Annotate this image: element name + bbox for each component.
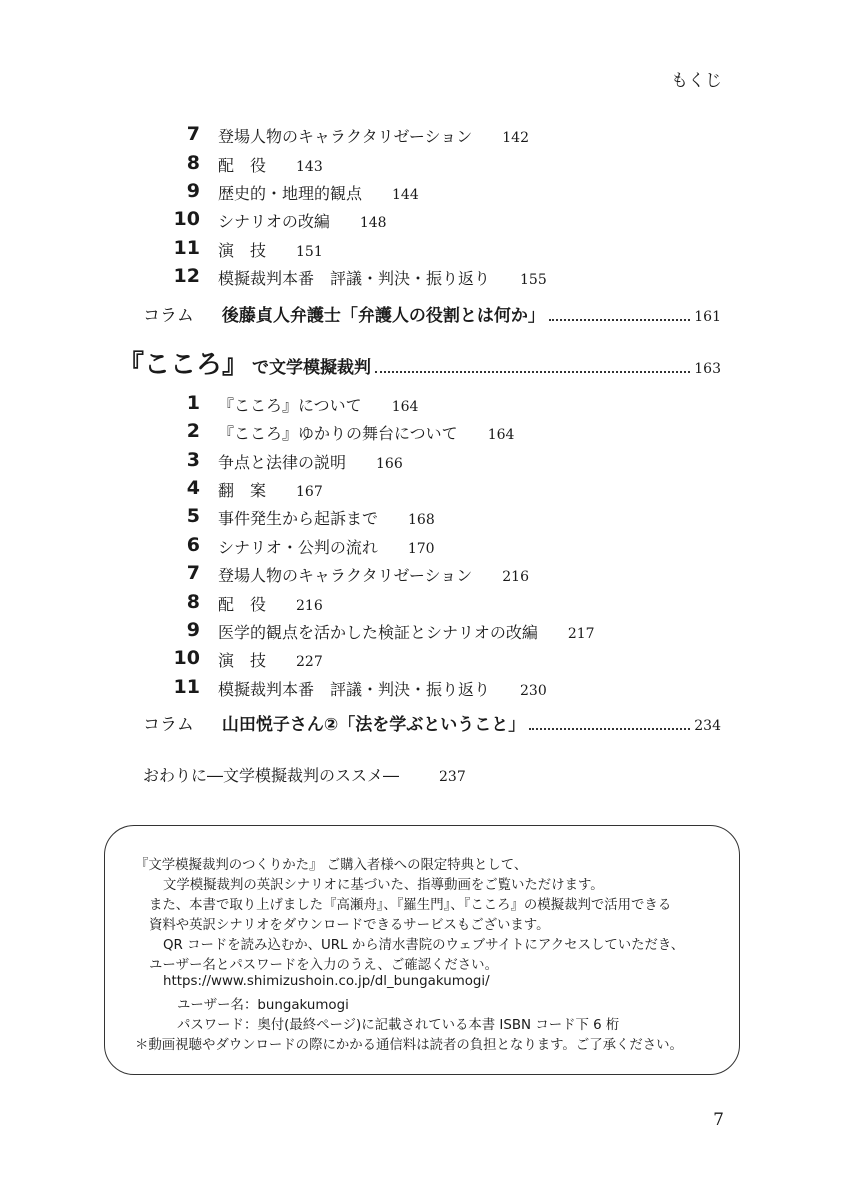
toc-entry-number: 10: [173, 647, 200, 669]
toc-entry-page: 164: [487, 427, 515, 443]
page-number: 7: [713, 1110, 724, 1130]
toc-entry-page: 216: [502, 569, 529, 585]
toc-entry-number: 5: [186, 505, 200, 527]
toc-entry-page: 216: [296, 598, 323, 614]
toc-entry-page: 155: [520, 272, 547, 288]
part-title-main: 『こころ』: [118, 350, 249, 380]
column-title: 山田悦子さん②「法を学ぶということ」: [221, 715, 526, 735]
bonus-notice-box: [104, 825, 740, 1075]
column-page: 161: [694, 309, 721, 325]
toc-entry-title: 翻 案 167: [218, 481, 323, 500]
toc-entry-title: 登場人物のキャラクタリゼーション 142: [218, 127, 529, 146]
notice-line: また、本書で取り上げました『高瀬舟』、『羅生門』、『こころ』の模擬裁判で活用できる: [149, 898, 672, 913]
leader-dots: [549, 319, 690, 321]
toc-entry-number: 4: [186, 477, 200, 499]
toc-entry-number: 7: [186, 562, 200, 584]
notice-username: ユーザー名：bungakumogi: [177, 998, 349, 1013]
toc-entry-page: 217: [567, 626, 595, 642]
toc-entry-number: 9: [186, 619, 200, 641]
toc-part-heading[interactable]: [118, 344, 721, 381]
toc-entry-number: 11: [173, 676, 200, 698]
toc-entry-title: 争点と法律の説明 166: [218, 453, 403, 472]
toc-entry-page: 151: [296, 244, 323, 260]
toc-entry-page: 166: [376, 456, 403, 472]
toc-entry-title: 模擬裁判本番 評議・判決・振り返り 155: [218, 269, 547, 288]
column-title: 後藤貞人弁護士「弁護人の役割とは何か」: [221, 306, 545, 326]
toc-entry-title: 医学的観点を活かした検証とシナリオの改編 217: [218, 623, 595, 642]
notice-line: ユーザー名とパスワードを入力のうえ、ご確認ください。: [149, 958, 498, 973]
toc-entry-title: 配 役 143: [218, 156, 323, 175]
toc-entry-number: 7: [186, 123, 200, 145]
toc-column-entry[interactable]: [143, 710, 721, 735]
toc-entry-page: 142: [502, 130, 529, 146]
toc-entry-title: 『こころ』について 164: [218, 396, 419, 415]
toc-entry-number: 11: [173, 237, 200, 259]
closing-page: 237: [439, 769, 466, 785]
running-header: もくじ: [671, 71, 722, 91]
toc-entry-number: 8: [186, 591, 200, 613]
toc-entry-title: 演 技 227: [218, 651, 323, 670]
toc-entry-number: 9: [186, 180, 200, 202]
column-label: コラム: [143, 715, 194, 735]
part-title-rest: で文学模擬裁判: [252, 358, 372, 378]
toc-entry-number: 3: [186, 449, 200, 471]
notice-line: QR コードを読み込むか、URL から清水書院のウェブサイトにアクセスしていただき、: [163, 938, 685, 953]
toc-entry-title: 模擬裁判本番 評議・判決・振り返り 230: [218, 680, 547, 699]
toc-entry-title: 事件発生から起訴まで 168: [218, 509, 435, 528]
toc-entry-number: 12: [173, 265, 200, 287]
notice-line: 『文学模擬裁判のつくりかた』 ご購入者様への限定特典として、: [135, 858, 528, 873]
column-page: 234: [694, 718, 721, 734]
toc-entry-page: 143: [296, 159, 323, 175]
toc-entry-page: 167: [296, 484, 323, 500]
toc-entry-title: シナリオ・公判の流れ 170: [218, 538, 435, 557]
toc-entry-number: 1: [186, 392, 200, 414]
toc-entry-number: 8: [186, 152, 200, 174]
toc-entry-page: 230: [520, 683, 547, 699]
toc-entry-title: 演 技 151: [218, 241, 323, 260]
download-url-link[interactable]: https://www.shimizushoin.co.jp/dl_bungakumogi/: [163, 974, 490, 989]
toc-entry-page: 148: [359, 215, 387, 231]
toc-entry-page: 168: [408, 512, 435, 528]
notice-line: 資料や英訳シナリオをダウンロードできるサービスもございます。: [149, 918, 550, 933]
toc-entry-page: 227: [296, 654, 323, 670]
toc-entry-title: 歴史的・地理的観点 144: [218, 184, 419, 203]
part-page: 163: [694, 361, 721, 377]
toc-closing-entry[interactable]: [143, 763, 466, 786]
toc-entry-page: 164: [391, 399, 419, 415]
toc-column-entry[interactable]: [143, 301, 721, 326]
toc-entry-number: 2: [186, 420, 200, 442]
toc-entry-title: 『こころ』ゆかりの舞台について 164: [218, 424, 515, 443]
column-label: コラム: [143, 306, 194, 326]
toc-entry-title: 登場人物のキャラクタリゼーション 216: [218, 566, 529, 585]
notice-password: パスワード：奥付(最終ページ)に記載されている本書 ISBN コード下 6 桁: [177, 1018, 620, 1033]
closing-title: おわりに―文学模擬裁判のススメ―: [143, 766, 400, 785]
toc-entry-number: 6: [186, 534, 200, 556]
toc-entry-title: シナリオの改編 148: [218, 212, 387, 231]
toc-entry-title: 配 役 216: [218, 595, 323, 614]
toc-entry-page: 170: [407, 541, 435, 557]
toc-entry-number: 10: [173, 208, 200, 230]
toc-entry-page: 144: [392, 187, 419, 203]
leader-dots: [529, 728, 690, 730]
notice-line: 文学模擬裁判の英訳シナリオに基づいた、指導動画をご覧いただけます。: [163, 878, 604, 893]
leader-dots: [375, 371, 690, 373]
notice-line: ＊動画視聴やダウンロードの際にかかる通信料は読者の負担となります。ご了承ください。: [135, 1038, 683, 1053]
